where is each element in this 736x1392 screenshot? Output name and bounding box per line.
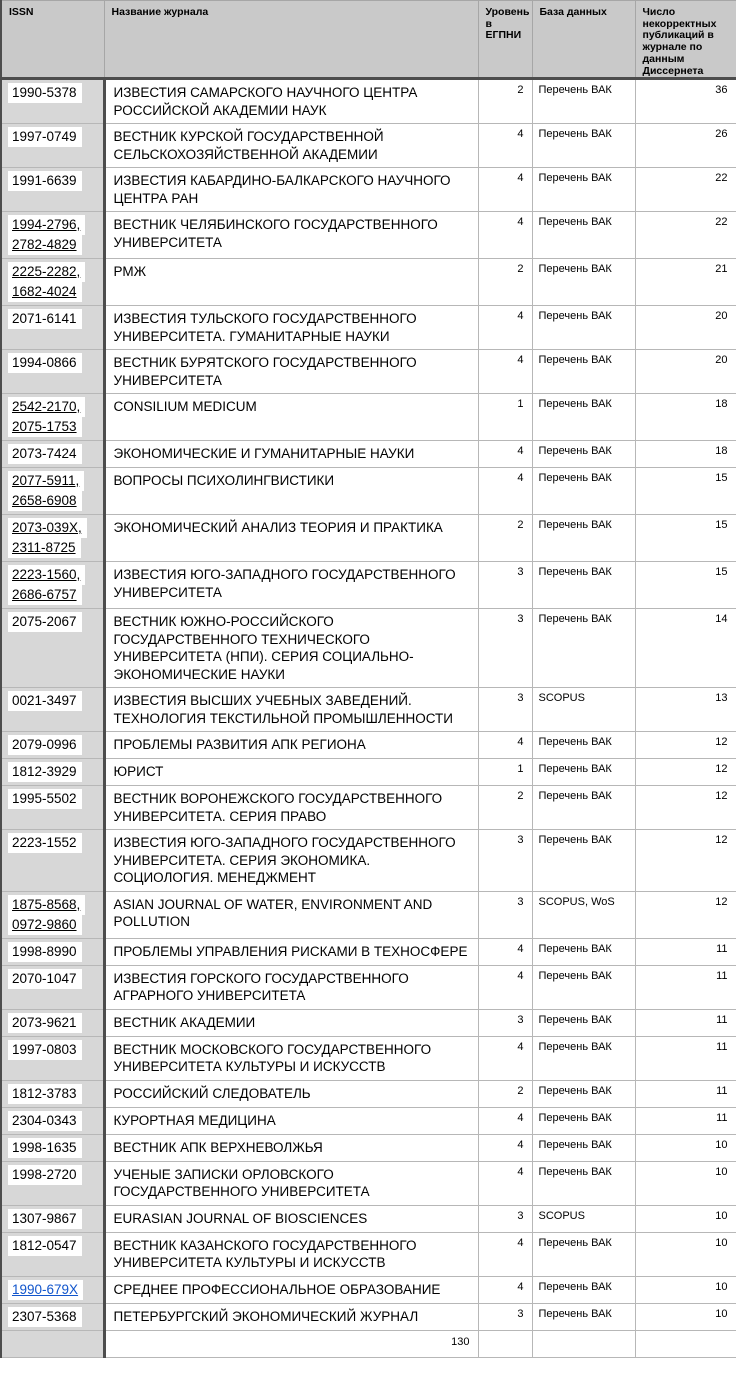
issn-value: 2307-5368 [8,1307,82,1327]
table-row [1,259,736,306]
table-row [1,891,736,938]
egpni-level-cell: 3 [478,609,532,688]
issn-link[interactable]: 2542-2170, [8,397,85,417]
egpni-level-cell: 3 [478,1009,532,1036]
table-row [1,1080,736,1107]
incorrect-count-cell: 11 [635,938,736,965]
journal-name-cell: ВЕСТНИК ЧЕЛЯБИНСКОГО ГОСУДАРСТВЕННОГО УНИВЕРСИТЕТА [104,212,478,259]
issn-cell [1,1080,104,1107]
column-header-journal-name: Название журнала [104,1,478,79]
table-row [1,1303,736,1330]
issn-cell [1,515,104,562]
issn-link[interactable]: 1682-4024 [8,282,82,302]
egpni-level-cell: 2 [478,1080,532,1107]
incorrect-count-cell: 11 [635,965,736,1009]
table-row [1,1161,736,1205]
issn-cell [1,965,104,1009]
incorrect-count-cell: 12 [635,891,736,938]
egpni-level-cell: 3 [478,688,532,732]
issn-cell [1,609,104,688]
egpni-level-cell: 4 [478,1107,532,1134]
database-cell: SCOPUS [532,1205,635,1232]
incorrect-count-cell: 22 [635,168,736,212]
database-cell [532,1330,635,1357]
journal-name-cell: ИЗВЕСТИЯ ВЫСШИХ УЧЕБНЫХ ЗАВЕДЕНИЙ. ТЕХНОЛОГИЯ ТЕКСТИЛЬНОЙ ПРОМЫШЛЕННОСТИ [104,688,478,732]
table-row [1,468,736,515]
issn-value: 1995-5502 [8,789,82,809]
table-row [1,441,736,468]
egpni-level-cell: 4 [478,212,532,259]
database-cell: Перечень ВАК [532,938,635,965]
issn-value: 2223-1552 [8,833,82,853]
journal-name-cell: ПЕТЕРБУРГСКИЙ ЭКОНОМИЧЕСКИЙ ЖУРНАЛ [104,1303,478,1330]
incorrect-count-cell: 20 [635,350,736,394]
issn-link[interactable]: 2658-6908 [8,491,82,511]
issn-link[interactable]: 2311-8725 [8,538,81,558]
issn-cell [1,688,104,732]
table-row [1,786,736,830]
total-row [1,1330,736,1357]
column-header-egpni-level: Уровень в ЕГПНИ [478,1,532,79]
column-header-issn: ISSN [1,1,104,79]
journal-name-cell: ВЕСТНИК БУРЯТСКОГО ГОСУДАРСТВЕННОГО УНИВЕРСИТЕТА [104,350,478,394]
header-row [1,1,736,79]
issn-cell [1,1134,104,1161]
issn-cell [1,1205,104,1232]
egpni-level-cell: 4 [478,1036,532,1080]
issn-cell [1,168,104,212]
incorrect-count-cell [635,1330,736,1357]
incorrect-count-cell: 20 [635,306,736,350]
database-cell: Перечень ВАК [532,1303,635,1330]
incorrect-count-cell: 10 [635,1134,736,1161]
issn-value: 1998-1635 [8,1138,82,1158]
issn-cell [1,830,104,892]
issn-value: 2070-1047 [8,969,82,989]
table-row [1,759,736,786]
journal-name-cell: ИЗВЕСТИЯ ЮГО-ЗАПАДНОГО ГОСУДАРСТВЕННОГО УНИВЕРСИТЕТА [104,562,478,609]
table-row [1,1205,736,1232]
issn-link[interactable]: 2686-6757 [8,585,82,605]
incorrect-count-cell: 26 [635,124,736,168]
table-row [1,938,736,965]
journal-name-cell: CONSILIUM MEDICUM [104,394,478,441]
issn-value: 2073-7424 [8,444,82,464]
database-cell: Перечень ВАК [532,515,635,562]
egpni-level-cell: 4 [478,965,532,1009]
issn-value: 1990-5378 [8,83,82,103]
journal-name-cell: СРЕДНЕЕ ПРОФЕССИОНАЛЬНОЕ ОБРАЗОВАНИЕ [104,1276,478,1303]
issn-value: 1997-0749 [8,127,82,147]
incorrect-count-cell: 12 [635,830,736,892]
table-row [1,732,736,759]
database-cell: Перечень ВАК [532,1161,635,1205]
database-cell: Перечень ВАК [532,732,635,759]
database-cell: Перечень ВАК [532,786,635,830]
table-row [1,168,736,212]
issn-value: 1812-3783 [8,1084,82,1104]
incorrect-count-cell: 11 [635,1107,736,1134]
journal-name-cell: EURASIAN JOURNAL OF BIOSCIENCES [104,1205,478,1232]
journal-name-cell: КУРОРТНАЯ МЕДИЦИНА [104,1107,478,1134]
table-row [1,124,736,168]
egpni-level-cell: 2 [478,786,532,830]
egpni-level-cell: 4 [478,306,532,350]
issn-link[interactable]: 1875-8568, [8,895,85,915]
total-count-cell: 130 [104,1330,478,1357]
database-cell: Перечень ВАК [532,212,635,259]
incorrect-count-cell: 10 [635,1161,736,1205]
incorrect-count-cell: 12 [635,732,736,759]
issn-cell [1,1009,104,1036]
journal-name-cell: ВЕСТНИК КУРСКОЙ ГОСУДАРСТВЕННОЙ СЕЛЬСКОХОЗЯЙСТВЕННОЙ АКАДЕМИИ [104,124,478,168]
incorrect-count-cell: 11 [635,1036,736,1080]
database-cell: Перечень ВАК [532,830,635,892]
table-row [1,1134,736,1161]
journal-name-cell: ВЕСТНИК ВОРОНЕЖСКОГО ГОСУДАРСТВЕННОГО УНИВЕРСИТЕТА. СЕРИЯ ПРАВО [104,786,478,830]
table-row [1,965,736,1009]
table-row [1,1276,736,1303]
issn-link[interactable]: 2077-5911, [8,471,84,491]
column-header-incorrect-count: Число некорректных публикаций в журнале по данным Диссернета [635,1,736,79]
incorrect-count-cell: 22 [635,212,736,259]
issn-cell [1,394,104,441]
egpni-level-cell: 2 [478,259,532,306]
table-row [1,394,736,441]
issn-value: 0021-3497 [8,691,82,711]
issn-cell [1,1276,104,1303]
issn-value: 1997-0803 [8,1040,82,1060]
database-cell: Перечень ВАК [532,1276,635,1303]
journal-name-cell: ПРОБЛЕМЫ РАЗВИТИЯ АПК РЕГИОНА [104,732,478,759]
issn-value: 1812-0547 [8,1236,82,1256]
incorrect-count-cell: 15 [635,468,736,515]
incorrect-count-cell: 11 [635,1009,736,1036]
database-cell: Перечень ВАК [532,306,635,350]
issn-cell [1,441,104,468]
incorrect-count-cell: 10 [635,1205,736,1232]
issn-cell [1,1107,104,1134]
journal-name-cell: ИЗВЕСТИЯ КАБАРДИНО-БАЛКАРСКОГО НАУЧНОГО ЦЕНТРА РАН [104,168,478,212]
journal-name-cell: ИЗВЕСТИЯ ТУЛЬСКОГО ГОСУДАРСТВЕННОГО УНИВЕРСИТЕТА. ГУМАНИТАРНЫЕ НАУКИ [104,306,478,350]
egpni-level-cell: 4 [478,732,532,759]
database-cell: Перечень ВАК [532,1009,635,1036]
issn-cell [1,124,104,168]
incorrect-count-cell: 21 [635,259,736,306]
journal-name-cell: ЭКОНОМИЧЕСКИЕ И ГУМАНИТАРНЫЕ НАУКИ [104,441,478,468]
issn-cell [1,468,104,515]
egpni-level-cell: 4 [478,350,532,394]
issn-value: 1998-2720 [8,1165,82,1185]
journal-name-cell: ВЕСТНИК КАЗАНСКОГО ГОСУДАРСТВЕННОГО УНИВЕРСИТЕТА КУЛЬТУРЫ И ИСКУССТВ [104,1232,478,1276]
database-cell: SCOPUS [532,688,635,732]
journal-name-cell: РОССИЙСКИЙ СЛЕДОВАТЕЛЬ [104,1080,478,1107]
database-cell: SCOPUS, WoS [532,891,635,938]
egpni-level-cell: 4 [478,1161,532,1205]
database-cell: Перечень ВАК [532,759,635,786]
egpni-level-cell: 2 [478,515,532,562]
issn-cell [1,350,104,394]
egpni-level-cell: 1 [478,759,532,786]
issn-value: 2079-0996 [8,735,82,755]
issn-link[interactable]: 2073-039X, [8,518,87,538]
egpni-level-cell: 4 [478,1232,532,1276]
table-row [1,350,736,394]
issn-cell [1,732,104,759]
incorrect-count-cell: 11 [635,1080,736,1107]
issn-cell [1,1303,104,1330]
issn-link[interactable]: 2075-1753 [8,417,82,437]
incorrect-count-cell: 36 [635,79,736,124]
database-cell: Перечень ВАК [532,468,635,515]
table-row [1,306,736,350]
journal-name-cell: ИЗВЕСТИЯ САМАРСКОГО НАУЧНОГО ЦЕНТРА РОССИЙСКОЙ АКАДЕМИИ НАУК [104,79,478,124]
incorrect-count-cell: 10 [635,1276,736,1303]
egpni-level-cell [478,1330,532,1357]
journal-name-cell: ВЕСТНИК ЮЖНО-РОССИЙСКОГО ГОСУДАРСТВЕННОГО ТЕХНИЧЕСКОГО УНИВЕРСИТЕТА (НПИ). СЕРИЯ СОЦИАЛЬНО-ЭКОНОМИЧЕСКИЕ НАУКИ [104,609,478,688]
issn-cell [1,1232,104,1276]
issn-link[interactable]: 0972-9860 [8,915,82,935]
egpni-level-cell: 3 [478,1205,532,1232]
incorrect-count-cell: 13 [635,688,736,732]
incorrect-count-cell: 18 [635,394,736,441]
egpni-level-cell: 4 [478,441,532,468]
issn-value: 1994-0866 [8,353,82,373]
journal-name-cell: ЮРИСТ [104,759,478,786]
database-cell: Перечень ВАК [532,965,635,1009]
egpni-level-cell: 2 [478,79,532,124]
database-cell: Перечень ВАК [532,1232,635,1276]
egpni-level-cell: 4 [478,168,532,212]
journal-name-cell: ЭКОНОМИЧЕСКИЙ АНАЛИЗ ТЕОРИЯ И ПРАКТИКА [104,515,478,562]
egpni-level-cell: 1 [478,394,532,441]
database-cell: Перечень ВАК [532,609,635,688]
issn-link[interactable]: 1990-679X [8,1280,83,1300]
journal-name-cell: ИЗВЕСТИЯ ГОРСКОГО ГОСУДАРСТВЕННОГО АГРАРНОГО УНИВЕРСИТЕТА [104,965,478,1009]
incorrect-count-cell: 15 [635,562,736,609]
issn-link[interactable]: 2223-1560, [8,565,85,585]
table-row [1,609,736,688]
issn-value: 1991-6639 [8,171,82,191]
database-cell: Перечень ВАК [532,259,635,306]
journal-name-cell: РМЖ [104,259,478,306]
table-row [1,79,736,124]
issn-link[interactable]: 2225-2282, [8,262,85,282]
issn-cell [1,306,104,350]
database-cell: Перечень ВАК [532,1107,635,1134]
database-cell: Перечень ВАК [532,79,635,124]
incorrect-count-cell: 10 [635,1232,736,1276]
issn-cell [1,1036,104,1080]
journal-name-cell: ИЗВЕСТИЯ ЮГО-ЗАПАДНОГО ГОСУДАРСТВЕННОГО УНИВЕРСИТЕТА. СЕРИЯ ЭКОНОМИКА. СОЦИОЛОГИЯ. МЕНЕДЖМЕНТ [104,830,478,892]
database-cell: Перечень ВАК [532,562,635,609]
egpni-level-cell: 4 [478,468,532,515]
table-row [1,830,736,892]
journal-name-cell: ВЕСТНИК АПК ВЕРХНЕВОЛЖЬЯ [104,1134,478,1161]
incorrect-count-cell: 12 [635,786,736,830]
table-row [1,1232,736,1276]
issn-cell [1,938,104,965]
database-cell: Перечень ВАК [532,394,635,441]
egpni-level-cell: 4 [478,124,532,168]
journal-name-cell: ПРОБЛЕМЫ УПРАВЛЕНИЯ РИСКАМИ В ТЕХНОСФЕРЕ [104,938,478,965]
incorrect-count-cell: 15 [635,515,736,562]
journal-name-cell: ВОПРОСЫ ПСИХОЛИНГВИСТИКИ [104,468,478,515]
issn-value: 2075-2067 [8,612,82,632]
egpni-level-cell: 3 [478,891,532,938]
egpni-level-cell: 4 [478,938,532,965]
issn-cell [1,1161,104,1205]
journal-name-cell: УЧЕНЫЕ ЗАПИСКИ ОРЛОВСКОГО ГОСУДАРСТВЕННОГО УНИВЕРСИТЕТА [104,1161,478,1205]
table-row [1,1107,736,1134]
egpni-level-cell: 3 [478,1303,532,1330]
issn-value: 1998-8990 [8,942,82,962]
table-row [1,688,736,732]
database-cell: Перечень ВАК [532,441,635,468]
egpni-level-cell: 4 [478,1276,532,1303]
table-row [1,1009,736,1036]
database-cell: Перечень ВАК [532,168,635,212]
issn-link[interactable]: 2782-4829 [8,235,82,255]
incorrect-count-cell: 12 [635,759,736,786]
issn-cell [1,259,104,306]
issn-link[interactable]: 1994-2796, [8,215,85,235]
egpni-level-cell: 3 [478,562,532,609]
journal-name-cell: ВЕСТНИК АКАДЕМИИ [104,1009,478,1036]
issn-cell [1,212,104,259]
issn-cell [1,1330,104,1357]
column-header-database: База данных [532,1,635,79]
database-cell: Перечень ВАК [532,350,635,394]
incorrect-count-cell: 10 [635,1303,736,1330]
incorrect-count-cell: 14 [635,609,736,688]
database-cell: Перечень ВАК [532,1134,635,1161]
database-cell: Перечень ВАК [532,1080,635,1107]
table-row [1,212,736,259]
egpni-level-cell: 3 [478,830,532,892]
issn-cell [1,759,104,786]
issn-cell [1,891,104,938]
database-cell: Перечень ВАК [532,1036,635,1080]
issn-cell [1,562,104,609]
table-row [1,1036,736,1080]
journal-name-cell: ASIAN JOURNAL OF WATER, ENVIRONMENT AND POLLUTION [104,891,478,938]
issn-value: 2071-6141 [8,309,82,329]
issn-value: 1307-9867 [8,1209,82,1229]
issn-cell [1,786,104,830]
issn-value: 2073-9621 [8,1013,82,1033]
issn-value: 2304-0343 [8,1111,82,1131]
issn-cell [1,79,104,124]
journal-name-cell: ВЕСТНИК МОСКОВСКОГО ГОСУДАРСТВЕННОГО УНИВЕРСИТЕТА КУЛЬТУРЫ И ИСКУССТВ [104,1036,478,1080]
issn-value: 1812-3929 [8,762,82,782]
table-row [1,562,736,609]
incorrect-count-cell: 18 [635,441,736,468]
egpni-level-cell: 4 [478,1134,532,1161]
table-row [1,515,736,562]
database-cell: Перечень ВАК [532,124,635,168]
